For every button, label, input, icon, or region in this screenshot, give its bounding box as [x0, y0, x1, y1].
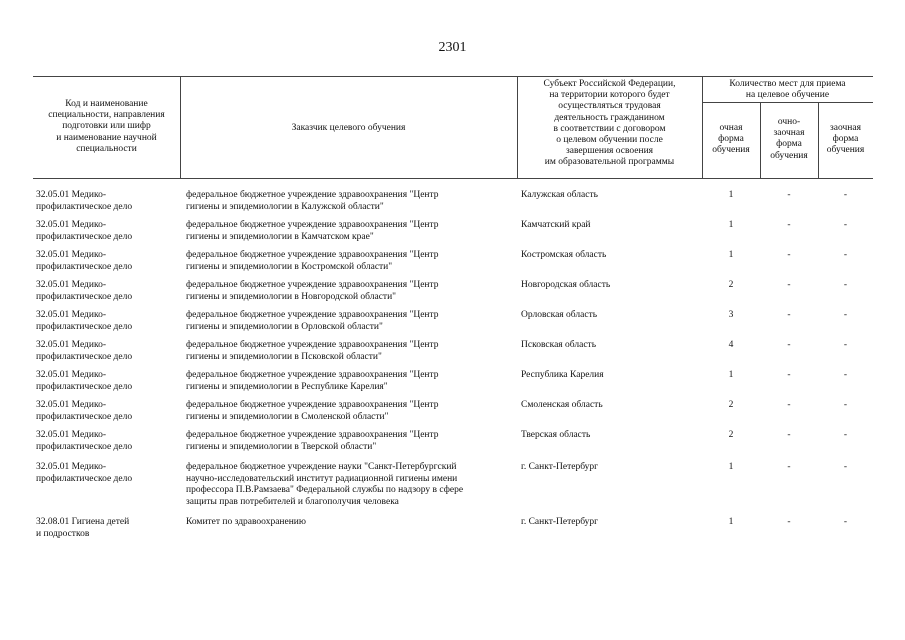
row-full-time: 2	[728, 430, 734, 440]
row-subject: Костромская область	[521, 250, 607, 260]
row-code: 32.05.01 Медико- профилактическое дело	[36, 280, 133, 302]
header-customer: Заказчик целевого обучения	[291, 123, 406, 133]
row-subject: Республика Карелия	[521, 370, 604, 380]
row-part-time: -	[787, 220, 791, 230]
row-part-time: -	[787, 190, 791, 200]
page-number: 2301	[438, 40, 467, 55]
row-subject: Смоленская область	[521, 400, 603, 410]
row-full-time: 1	[728, 517, 734, 527]
row-code: 32.05.01 Медико- профилактическое дело	[36, 370, 133, 392]
row-subject: г. Санкт-Петербург	[521, 517, 599, 527]
row-extramural: -	[843, 517, 848, 527]
row-customer: федеральное бюджетное учреждение здравоохранения "Центр гигиены и эпидемиологии в Камчатском крае"	[186, 220, 439, 242]
row-subject: Орловская область	[521, 310, 598, 320]
row-customer: Комитет по здравоохранению	[186, 517, 306, 527]
row-subject: Калужская область	[521, 190, 598, 200]
row-customer: федеральное бюджетное учреждение здравоохранения "Центр гигиены и эпидемиологии в Костромской области"	[186, 250, 439, 272]
row-part-time: -	[787, 370, 791, 380]
row-code: 32.05.01 Медико- профилактическое дело	[36, 462, 133, 484]
row-code: 32.05.01 Медико- профилактическое дело	[36, 340, 133, 362]
row-part-time: -	[787, 517, 791, 527]
row-full-time: 1	[728, 462, 734, 472]
row-part-time: -	[787, 280, 791, 290]
header-extramural: заочная форма обучения	[826, 123, 865, 156]
row-customer: федеральное бюджетное учреждение здравоохранения "Центр гигиены и эпидемиологии в Республике Карелия"	[186, 370, 439, 392]
row-part-time: -	[787, 462, 791, 472]
row-extramural: -	[843, 462, 848, 472]
header-subject: Субъект Российской Федерации, на территории которого будет осуществляться трудовая деятельность гражданином в соответствии с договором о целевом обучении после завершения освоения им образовательной программы	[543, 79, 676, 168]
row-subject: Псковская область	[521, 340, 597, 350]
row-subject: Камчатский край	[521, 220, 591, 230]
table-top-rule	[33, 76, 873, 77]
row-full-time: 1	[728, 370, 734, 380]
row-extramural: -	[843, 370, 848, 380]
header-places: Количество мест для приема на целевое обучение	[729, 79, 846, 101]
row-full-time: 1	[728, 220, 734, 230]
row-code: 32.05.01 Медико- профилактическое дело	[36, 190, 133, 212]
row-full-time: 1	[728, 250, 734, 260]
row-full-time: 1	[728, 190, 734, 200]
row-full-time: 4	[728, 340, 734, 350]
row-code: 32.05.01 Медико- профилактическое дело	[36, 430, 133, 452]
header-code: Код и наименование специальности, направления подготовки или шифр и наименование научной специальности	[48, 99, 165, 154]
row-customer: федеральное бюджетное учреждение здравоохранения "Центр гигиены и эпидемиологии в Орловской области"	[186, 310, 439, 332]
row-part-time: -	[787, 340, 791, 350]
row-part-time: -	[787, 310, 791, 320]
row-code: 32.08.01 Гигиена детей и подростков	[36, 517, 130, 539]
row-subject: Новгородская область	[521, 280, 611, 290]
row-customer: федеральное бюджетное учреждение науки "Санкт-Петербургский научно-исследовательский институт радиационной гигиены имени профессора П.В.Рамзаева" Федеральной службы по надзору в сфере защиты прав потребителей и благополучия человека	[186, 462, 464, 507]
row-extramural: -	[843, 340, 848, 350]
row-full-time: 2	[728, 280, 734, 290]
row-code: 32.05.01 Медико- профилактическое дело	[36, 400, 133, 422]
row-full-time: 3	[728, 310, 734, 320]
row-customer: федеральное бюджетное учреждение здравоохранения "Центр гигиены и эпидемиологии в Тверской области"	[186, 430, 439, 452]
row-subject: Тверская область	[521, 430, 591, 440]
row-extramural: -	[843, 280, 848, 290]
row-customer: федеральное бюджетное учреждение здравоохранения "Центр гигиены и эпидемиологии в Смоленской области"	[186, 400, 439, 422]
header-bottom-rule	[33, 178, 873, 179]
row-extramural: -	[843, 430, 848, 440]
row-part-time: -	[787, 250, 791, 260]
row-customer: федеральное бюджетное учреждение здравоохранения "Центр гигиены и эпидемиологии в Псковской области"	[186, 340, 439, 362]
row-customer: федеральное бюджетное учреждение здравоохранения "Центр гигиены и эпидемиологии в Калужской области"	[186, 190, 439, 212]
row-customer: федеральное бюджетное учреждение здравоохранения "Центр гигиены и эпидемиологии в Новгородской области"	[186, 280, 439, 302]
header-full-time: очная форма обучения	[712, 123, 750, 156]
row-extramural: -	[843, 190, 848, 200]
row-subject: г. Санкт-Петербург	[521, 462, 599, 472]
row-code: 32.05.01 Медико- профилактическое дело	[36, 250, 133, 272]
row-part-time: -	[787, 400, 791, 410]
row-full-time: 2	[728, 400, 734, 410]
row-code: 32.05.01 Медико- профилактическое дело	[36, 220, 133, 242]
header-part-time: очно- заочная форма обучения	[770, 117, 808, 161]
row-extramural: -	[843, 400, 848, 410]
places-header-rule	[702, 102, 873, 103]
row-extramural: -	[843, 250, 848, 260]
row-extramural: -	[843, 310, 848, 320]
row-part-time: -	[787, 430, 791, 440]
row-extramural: -	[843, 220, 848, 230]
row-code: 32.05.01 Медико- профилактическое дело	[36, 310, 133, 332]
